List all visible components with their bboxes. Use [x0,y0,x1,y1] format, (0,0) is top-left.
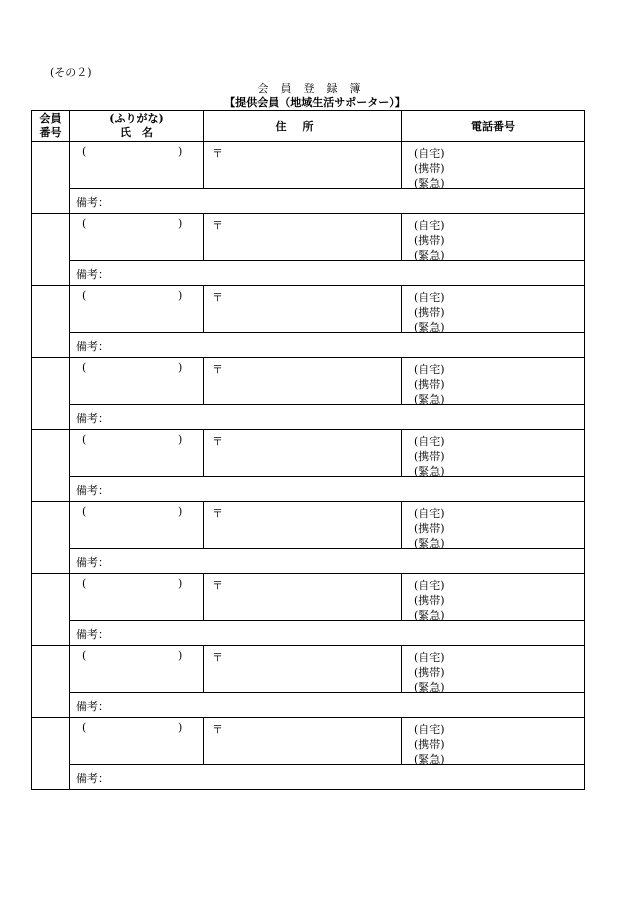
phone-emergency-label: (緊急) [414,609,445,622]
phone-home-label: (自宅) [414,579,445,592]
furigana-close-paren: ) [178,217,183,230]
furigana-open-paren: ( [82,721,87,734]
furigana-close-paren: ) [178,433,183,446]
phone-emergency-label: (緊急) [414,393,445,406]
phone-cell[interactable] [402,214,584,261]
furigana-open-paren: ( [82,433,87,446]
name-cell[interactable] [70,358,204,405]
remarks-cell[interactable] [70,693,584,717]
name-cell[interactable] [70,718,204,765]
header-phone: 電話番号 [402,111,584,142]
phone-mobile-label: (携帯) [414,378,445,391]
phone-emergency-label: (緊急) [414,537,445,550]
phone-cell[interactable] [402,502,584,549]
member-row [32,502,584,574]
remarks-cell[interactable] [70,405,584,429]
address-cell[interactable] [204,142,402,189]
name-cell[interactable] [70,214,204,261]
member-row [32,214,584,286]
furigana-open-paren: ( [82,577,87,590]
phone-cell[interactable] [402,430,584,477]
remarks-label: 備考： [76,340,109,353]
header-name-label: 氏 名 [120,126,153,139]
furigana-close-paren: ) [178,505,183,518]
furigana-close-paren: ) [178,577,183,590]
address-cell[interactable] [204,502,402,549]
member-row [32,286,584,358]
phone-emergency-label: (緊急) [414,465,445,478]
furigana-open-paren: ( [82,649,87,662]
document-title: 会員登録簿 [257,82,373,95]
phone-cell[interactable] [402,142,584,189]
remarks-label: 備考： [76,412,109,425]
postal-mark: 〒 [212,651,223,664]
postal-mark: 〒 [212,723,223,736]
remarks-label: 備考： [76,700,109,713]
member-number-cell[interactable] [32,286,70,357]
phone-mobile-label: (携帯) [414,306,445,319]
phone-mobile-label: (携帯) [414,234,445,247]
member-row [32,574,584,646]
furigana-close-paren: ) [178,145,183,158]
header-furigana: (ふりがな) [109,112,164,125]
phone-cell[interactable] [402,646,584,693]
furigana-open-paren: ( [82,217,87,230]
member-number-cell[interactable] [32,574,70,645]
address-cell[interactable] [204,718,402,765]
address-cell[interactable] [204,574,402,621]
phone-emergency-label: (緊急) [414,321,445,334]
header-name [70,111,204,142]
member-number-cell[interactable] [32,502,70,573]
phone-home-label: (自宅) [414,435,445,448]
furigana-open-paren: ( [82,505,87,518]
postal-mark: 〒 [212,291,223,304]
member-number-cell[interactable] [32,358,70,429]
address-cell[interactable] [204,646,402,693]
member-number-cell[interactable] [32,718,70,789]
remarks-label: 備考： [76,772,109,785]
phone-cell[interactable] [402,718,584,765]
remarks-label: 備考： [76,484,109,497]
member-row [32,358,584,430]
part-label: (その２) [50,66,92,79]
member-row [32,430,584,502]
phone-home-label: (自宅) [414,291,445,304]
phone-cell[interactable] [402,286,584,333]
member-row [32,142,584,214]
postal-mark: 〒 [212,363,223,376]
member-row [32,718,584,789]
member-number-cell[interactable] [32,646,70,717]
phone-emergency-label: (緊急) [414,177,445,190]
furigana-close-paren: ) [178,721,183,734]
phone-mobile-label: (携帯) [414,666,445,679]
name-cell[interactable] [70,646,204,693]
phone-mobile-label: (携帯) [414,162,445,175]
member-number-cell[interactable] [32,142,70,213]
phone-home-label: (自宅) [414,651,445,664]
remarks-cell[interactable] [70,477,584,501]
document-subtitle: 【提供会員（地域生活サポーター）】 [224,96,406,109]
phone-home-label: (自宅) [414,507,445,520]
name-cell[interactable] [70,286,204,333]
name-cell[interactable] [70,574,204,621]
postal-mark: 〒 [212,507,223,520]
remarks-label: 備考： [76,556,109,569]
address-cell[interactable] [204,430,402,477]
name-cell[interactable] [70,142,204,189]
remarks-cell[interactable] [70,333,584,357]
header-member-number-line2: 番号 [39,126,62,139]
furigana-open-paren: ( [82,361,87,374]
remarks-cell[interactable] [70,189,584,213]
member-roster-table [31,110,585,790]
remarks-cell[interactable] [70,549,584,573]
phone-home-label: (自宅) [414,723,445,736]
address-cell[interactable] [204,358,402,405]
remarks-label: 備考： [76,268,109,281]
address-cell[interactable] [204,214,402,261]
remarks-label: 備考： [76,628,109,641]
phone-emergency-label: (緊急) [414,681,445,694]
postal-mark: 〒 [212,219,223,232]
phone-home-label: (自宅) [414,363,445,376]
furigana-open-paren: ( [82,289,87,302]
name-cell[interactable] [70,502,204,549]
header-address: 住所 [204,111,402,142]
phone-mobile-label: (携帯) [414,738,445,751]
member-number-cell[interactable] [32,214,70,285]
furigana-close-paren: ) [178,361,183,374]
postal-mark: 〒 [212,147,223,160]
furigana-open-paren: ( [82,145,87,158]
phone-mobile-label: (携帯) [414,522,445,535]
phone-mobile-label: (携帯) [414,450,445,463]
phone-cell[interactable] [402,574,584,621]
phone-emergency-label: (緊急) [414,753,445,766]
postal-mark: 〒 [212,435,223,448]
name-cell[interactable] [70,430,204,477]
header-member-number [32,111,70,142]
phone-home-label: (自宅) [414,219,445,232]
postal-mark: 〒 [212,579,223,592]
remarks-cell[interactable] [70,765,584,789]
furigana-close-paren: ) [178,649,183,662]
phone-emergency-label: (緊急) [414,249,445,262]
furigana-close-paren: ) [178,289,183,302]
address-cell[interactable] [204,286,402,333]
phone-cell[interactable] [402,358,584,405]
member-row [32,646,584,718]
phone-mobile-label: (携帯) [414,594,445,607]
phone-home-label: (自宅) [414,147,445,160]
remarks-cell[interactable] [70,621,584,645]
header-member-number-line1: 会員 [39,112,62,125]
member-number-cell[interactable] [32,430,70,501]
remarks-cell[interactable] [70,261,584,285]
remarks-label: 備考： [76,196,109,209]
